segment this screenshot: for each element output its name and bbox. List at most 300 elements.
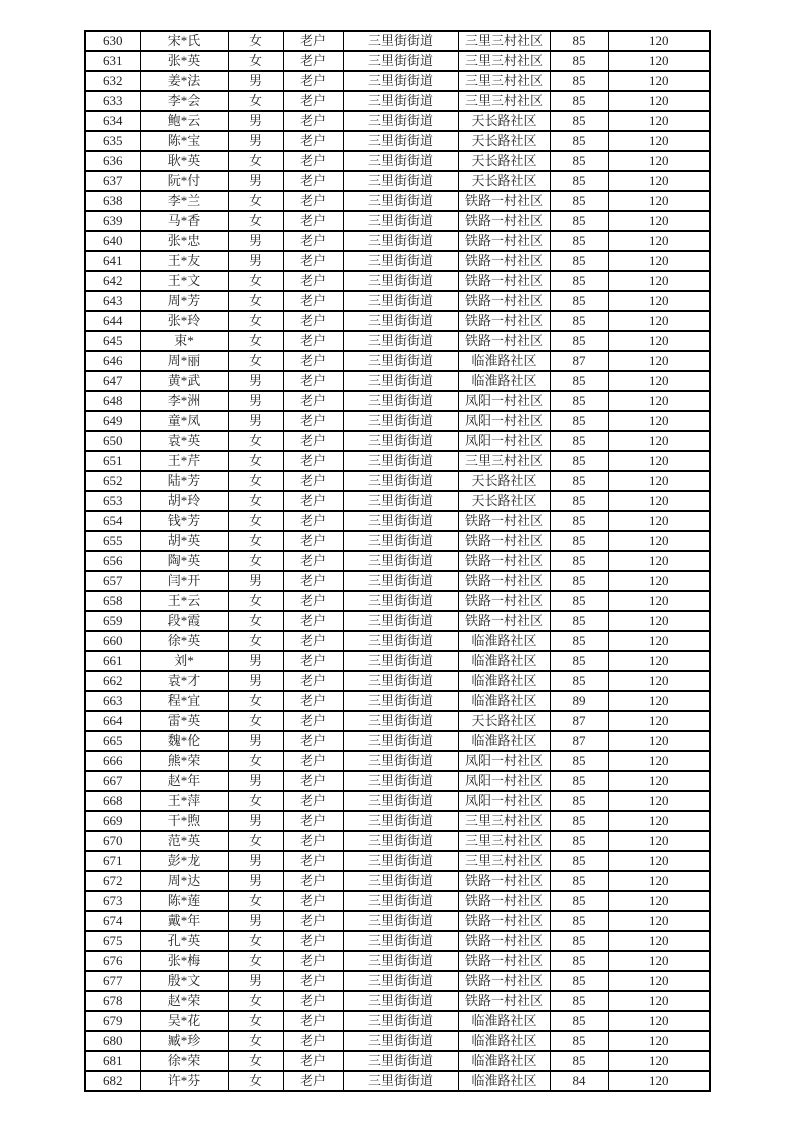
cell-amount: 120 [608,171,710,191]
cell-name: 臧*珍 [140,1031,228,1051]
table-row [85,671,710,691]
cell-community: 三里三村社区 [458,91,550,111]
cell-name: 干*煦 [140,811,228,831]
cell-gender: 女 [228,1031,283,1051]
cell-household-type: 老户 [283,871,343,891]
cell-community: 铁路一村社区 [458,611,550,631]
cell-household-type: 老户 [283,191,343,211]
cell-community: 铁路一村社区 [458,251,550,271]
cell-household-type: 老户 [283,571,343,591]
cell-standard: 85 [550,531,608,551]
cell-name: 徐*英 [140,631,228,651]
table-row [85,91,710,111]
table-row [85,991,710,1011]
table-row [85,351,710,371]
cell-household-type: 老户 [283,111,343,131]
cell-standard: 85 [550,311,608,331]
cell-serial: 666 [85,751,140,771]
cell-name: 熊*荣 [140,751,228,771]
cell-gender: 男 [228,111,283,131]
cell-community: 凤阳一村社区 [458,791,550,811]
cell-amount: 120 [608,191,710,211]
cell-street: 三里街街道 [343,771,458,791]
cell-serial: 647 [85,371,140,391]
cell-serial: 632 [85,71,140,91]
cell-name: 赵*年 [140,771,228,791]
cell-serial: 635 [85,131,140,151]
cell-serial: 651 [85,451,140,471]
cell-gender: 男 [228,671,283,691]
cell-name: 张*玲 [140,311,228,331]
cell-serial: 663 [85,691,140,711]
cell-standard: 85 [550,1031,608,1051]
cell-gender: 男 [228,911,283,931]
cell-amount: 120 [608,911,710,931]
cell-serial: 631 [85,51,140,71]
cell-gender: 男 [228,811,283,831]
cell-name: 黄*武 [140,371,228,391]
cell-serial: 658 [85,591,140,611]
cell-name: 陶*英 [140,551,228,571]
cell-community: 铁路一村社区 [458,591,550,611]
cell-community: 三里三村社区 [458,31,550,51]
cell-community: 天长路社区 [458,491,550,511]
cell-name: 王*云 [140,591,228,611]
cell-serial: 630 [85,31,140,51]
cell-amount: 120 [608,291,710,311]
cell-amount: 120 [608,471,710,491]
cell-amount: 120 [608,251,710,271]
table-row [85,551,710,571]
cell-street: 三里街街道 [343,991,458,1011]
table-row [85,471,710,491]
cell-gender: 女 [228,211,283,231]
table-row [85,451,710,471]
cell-serial: 644 [85,311,140,331]
cell-amount: 120 [608,671,710,691]
cell-gender: 男 [228,251,283,271]
cell-standard: 85 [550,171,608,191]
cell-standard: 85 [550,291,608,311]
table-row [85,871,710,891]
cell-household-type: 老户 [283,991,343,1011]
cell-gender: 女 [228,591,283,611]
cell-household-type: 老户 [283,631,343,651]
cell-serial: 672 [85,871,140,891]
cell-standard: 85 [550,331,608,351]
cell-amount: 120 [608,271,710,291]
cell-street: 三里街街道 [343,711,458,731]
cell-standard: 85 [550,591,608,611]
cell-household-type: 老户 [283,751,343,771]
cell-name: 周*达 [140,871,228,891]
cell-name: 赵*荣 [140,991,228,1011]
cell-amount: 120 [608,891,710,911]
cell-standard: 85 [550,151,608,171]
cell-gender: 男 [228,971,283,991]
cell-serial: 646 [85,351,140,371]
cell-standard: 87 [550,711,608,731]
cell-standard: 85 [550,91,608,111]
cell-gender: 女 [228,491,283,511]
cell-amount: 120 [608,431,710,451]
cell-name: 宋*氏 [140,31,228,51]
table-row [85,651,710,671]
cell-street: 三里街街道 [343,1011,458,1031]
cell-amount: 120 [608,311,710,331]
cell-standard: 85 [550,451,608,471]
cell-name: 童*凤 [140,411,228,431]
cell-street: 三里街街道 [343,511,458,531]
cell-street: 三里街街道 [343,491,458,511]
cell-serial: 653 [85,491,140,511]
cell-standard: 89 [550,691,608,711]
cell-street: 三里街街道 [343,1071,458,1091]
cell-community: 铁路一村社区 [458,891,550,911]
cell-name: 徐*荣 [140,1051,228,1071]
cell-amount: 120 [608,611,710,631]
cell-community: 天长路社区 [458,711,550,731]
cell-name: 孔*英 [140,931,228,951]
cell-name: 范*英 [140,831,228,851]
cell-street: 三里街街道 [343,571,458,591]
cell-community: 临淮路社区 [458,1071,550,1091]
cell-gender: 女 [228,631,283,651]
cell-serial: 641 [85,251,140,271]
cell-household-type: 老户 [283,931,343,951]
cell-gender: 女 [228,691,283,711]
cell-standard: 85 [550,931,608,951]
table-row [85,231,710,251]
cell-name: 束* [140,331,228,351]
cell-street: 三里街街道 [343,371,458,391]
cell-street: 三里街街道 [343,551,458,571]
cell-household-type: 老户 [283,591,343,611]
cell-amount: 120 [608,351,710,371]
table-row [85,631,710,651]
cell-amount: 120 [608,1051,710,1071]
cell-community: 铁路一村社区 [458,231,550,251]
cell-standard: 85 [550,951,608,971]
cell-name: 周*芳 [140,291,228,311]
cell-community: 临淮路社区 [458,1051,550,1071]
cell-serial: 639 [85,211,140,231]
table-row [85,251,710,271]
cell-serial: 655 [85,531,140,551]
cell-amount: 120 [608,231,710,251]
cell-standard: 84 [550,1071,608,1091]
cell-street: 三里街街道 [343,691,458,711]
cell-community: 临淮路社区 [458,651,550,671]
cell-household-type: 老户 [283,551,343,571]
cell-amount: 120 [608,591,710,611]
cell-gender: 女 [228,151,283,171]
cell-name: 段*霞 [140,611,228,631]
cell-amount: 120 [608,491,710,511]
cell-community: 铁路一村社区 [458,571,550,591]
cell-household-type: 老户 [283,51,343,71]
cell-household-type: 老户 [283,731,343,751]
cell-name: 王*萍 [140,791,228,811]
cell-serial: 680 [85,1031,140,1051]
cell-street: 三里街街道 [343,451,458,471]
cell-amount: 120 [608,31,710,51]
cell-community: 天长路社区 [458,111,550,131]
cell-street: 三里街街道 [343,731,458,751]
cell-amount: 120 [608,791,710,811]
cell-gender: 女 [228,1051,283,1071]
cell-gender: 女 [228,551,283,571]
cell-community: 铁路一村社区 [458,291,550,311]
cell-serial: 676 [85,951,140,971]
cell-community: 铁路一村社区 [458,271,550,291]
cell-name: 李*会 [140,91,228,111]
cell-standard: 85 [550,971,608,991]
cell-street: 三里街街道 [343,831,458,851]
cell-serial: 637 [85,171,140,191]
cell-household-type: 老户 [283,211,343,231]
cell-community: 临淮路社区 [458,671,550,691]
cell-community: 临淮路社区 [458,371,550,391]
cell-gender: 女 [228,931,283,951]
cell-serial: 652 [85,471,140,491]
cell-gender: 女 [228,351,283,371]
cell-household-type: 老户 [283,791,343,811]
cell-community: 三里三村社区 [458,831,550,851]
cell-gender: 男 [228,371,283,391]
cell-name: 魏*伦 [140,731,228,751]
table-row [85,531,710,551]
cell-household-type: 老户 [283,271,343,291]
cell-name: 陆*芳 [140,471,228,491]
cell-household-type: 老户 [283,71,343,91]
cell-amount: 120 [608,551,710,571]
table-row [85,31,710,51]
cell-community: 临淮路社区 [458,351,550,371]
cell-gender: 男 [228,571,283,591]
table-row [85,911,710,931]
cell-household-type: 老户 [283,651,343,671]
cell-street: 三里街街道 [343,111,458,131]
cell-street: 三里街街道 [343,651,458,671]
cell-serial: 657 [85,571,140,591]
cell-household-type: 老户 [283,291,343,311]
cell-household-type: 老户 [283,831,343,851]
cell-name: 鲍*云 [140,111,228,131]
cell-amount: 120 [608,1031,710,1051]
cell-street: 三里街街道 [343,791,458,811]
cell-household-type: 老户 [283,231,343,251]
cell-serial: 662 [85,671,140,691]
cell-serial: 640 [85,231,140,251]
cell-amount: 120 [608,571,710,591]
cell-community: 三里三村社区 [458,51,550,71]
cell-serial: 648 [85,391,140,411]
cell-name: 殷*文 [140,971,228,991]
cell-gender: 男 [228,131,283,151]
cell-community: 天长路社区 [458,131,550,151]
cell-community: 天长路社区 [458,171,550,191]
cell-amount: 120 [608,771,710,791]
cell-community: 铁路一村社区 [458,211,550,231]
cell-household-type: 老户 [283,451,343,471]
cell-name: 胡*英 [140,531,228,551]
cell-street: 三里街街道 [343,131,458,151]
cell-amount: 120 [608,971,710,991]
cell-serial: 668 [85,791,140,811]
cell-serial: 656 [85,551,140,571]
cell-name: 彭*龙 [140,851,228,871]
table-row [85,1051,710,1071]
cell-street: 三里街街道 [343,271,458,291]
cell-name: 李*洲 [140,391,228,411]
cell-street: 三里街街道 [343,911,458,931]
cell-community: 三里三村社区 [458,71,550,91]
cell-household-type: 老户 [283,471,343,491]
cell-standard: 85 [550,671,608,691]
cell-gender: 女 [228,531,283,551]
cell-community: 天长路社区 [458,151,550,171]
cell-community: 铁路一村社区 [458,191,550,211]
cell-standard: 85 [550,491,608,511]
cell-amount: 120 [608,51,710,71]
cell-gender: 女 [228,951,283,971]
cell-name: 闫*开 [140,571,228,591]
cell-street: 三里街街道 [343,171,458,191]
cell-standard: 85 [550,1011,608,1031]
cell-standard: 85 [550,51,608,71]
cell-community: 铁路一村社区 [458,311,550,331]
cell-gender: 女 [228,611,283,631]
cell-street: 三里街街道 [343,151,458,171]
cell-community: 临淮路社区 [458,1031,550,1051]
cell-street: 三里街街道 [343,971,458,991]
cell-community: 凤阳一村社区 [458,431,550,451]
cell-household-type: 老户 [283,951,343,971]
cell-name: 阮*付 [140,171,228,191]
cell-amount: 120 [608,831,710,851]
cell-household-type: 老户 [283,1051,343,1071]
table-row [85,131,710,151]
cell-street: 三里街街道 [343,471,458,491]
cell-serial: 659 [85,611,140,631]
cell-gender: 男 [228,651,283,671]
cell-name: 姜*法 [140,71,228,91]
cell-amount: 120 [608,1011,710,1031]
cell-household-type: 老户 [283,411,343,431]
cell-gender: 男 [228,171,283,191]
table-row [85,731,710,751]
cell-amount: 120 [608,951,710,971]
cell-street: 三里街街道 [343,851,458,871]
cell-street: 三里街街道 [343,211,458,231]
cell-serial: 636 [85,151,140,171]
cell-serial: 661 [85,651,140,671]
cell-serial: 670 [85,831,140,851]
cell-gender: 女 [228,271,283,291]
cell-street: 三里街街道 [343,431,458,451]
cell-serial: 682 [85,1071,140,1091]
cell-serial: 678 [85,991,140,1011]
cell-street: 三里街街道 [343,931,458,951]
cell-gender: 男 [228,231,283,251]
cell-amount: 120 [608,631,710,651]
cell-street: 三里街街道 [343,231,458,251]
cell-standard: 85 [550,511,608,531]
cell-community: 铁路一村社区 [458,971,550,991]
cell-serial: 677 [85,971,140,991]
cell-standard: 85 [550,811,608,831]
cell-community: 临淮路社区 [458,731,550,751]
table-row [85,1011,710,1031]
cell-street: 三里街街道 [343,251,458,271]
cell-standard: 85 [550,251,608,271]
cell-amount: 120 [608,151,710,171]
cell-street: 三里街街道 [343,51,458,71]
cell-community: 三里三村社区 [458,811,550,831]
cell-household-type: 老户 [283,851,343,871]
cell-gender: 男 [228,71,283,91]
cell-standard: 85 [550,571,608,591]
cell-serial: 633 [85,91,140,111]
cell-name: 胡*玲 [140,491,228,511]
cell-community: 临淮路社区 [458,631,550,651]
table-body [85,31,710,1091]
cell-name: 张*英 [140,51,228,71]
table-row [85,331,710,351]
cell-community: 凤阳一村社区 [458,411,550,431]
cell-amount: 120 [608,931,710,951]
cell-amount: 120 [608,531,710,551]
table-row [85,751,710,771]
cell-street: 三里街街道 [343,31,458,51]
cell-household-type: 老户 [283,171,343,191]
cell-amount: 120 [608,451,710,471]
table-row [85,291,710,311]
table-row [85,611,710,631]
cell-household-type: 老户 [283,971,343,991]
cell-serial: 634 [85,111,140,131]
table-row [85,691,710,711]
cell-standard: 85 [550,651,608,671]
cell-standard: 85 [550,71,608,91]
cell-street: 三里街街道 [343,671,458,691]
cell-standard: 85 [550,611,608,631]
cell-amount: 120 [608,851,710,871]
cell-standard: 87 [550,731,608,751]
cell-standard: 85 [550,791,608,811]
cell-amount: 120 [608,871,710,891]
cell-household-type: 老户 [283,691,343,711]
cell-name: 许*芬 [140,1071,228,1091]
cell-street: 三里街街道 [343,411,458,431]
cell-gender: 女 [228,31,283,51]
table-row [85,271,710,291]
cell-amount: 120 [608,751,710,771]
table-row [85,711,710,731]
cell-name: 王*友 [140,251,228,271]
cell-street: 三里街街道 [343,1051,458,1071]
table-row [85,371,710,391]
cell-household-type: 老户 [283,1011,343,1031]
cell-community: 凤阳一村社区 [458,751,550,771]
cell-household-type: 老户 [283,531,343,551]
cell-name: 周*丽 [140,351,228,371]
cell-household-type: 老户 [283,391,343,411]
cell-gender: 男 [228,771,283,791]
cell-amount: 120 [608,691,710,711]
cell-gender: 女 [228,51,283,71]
